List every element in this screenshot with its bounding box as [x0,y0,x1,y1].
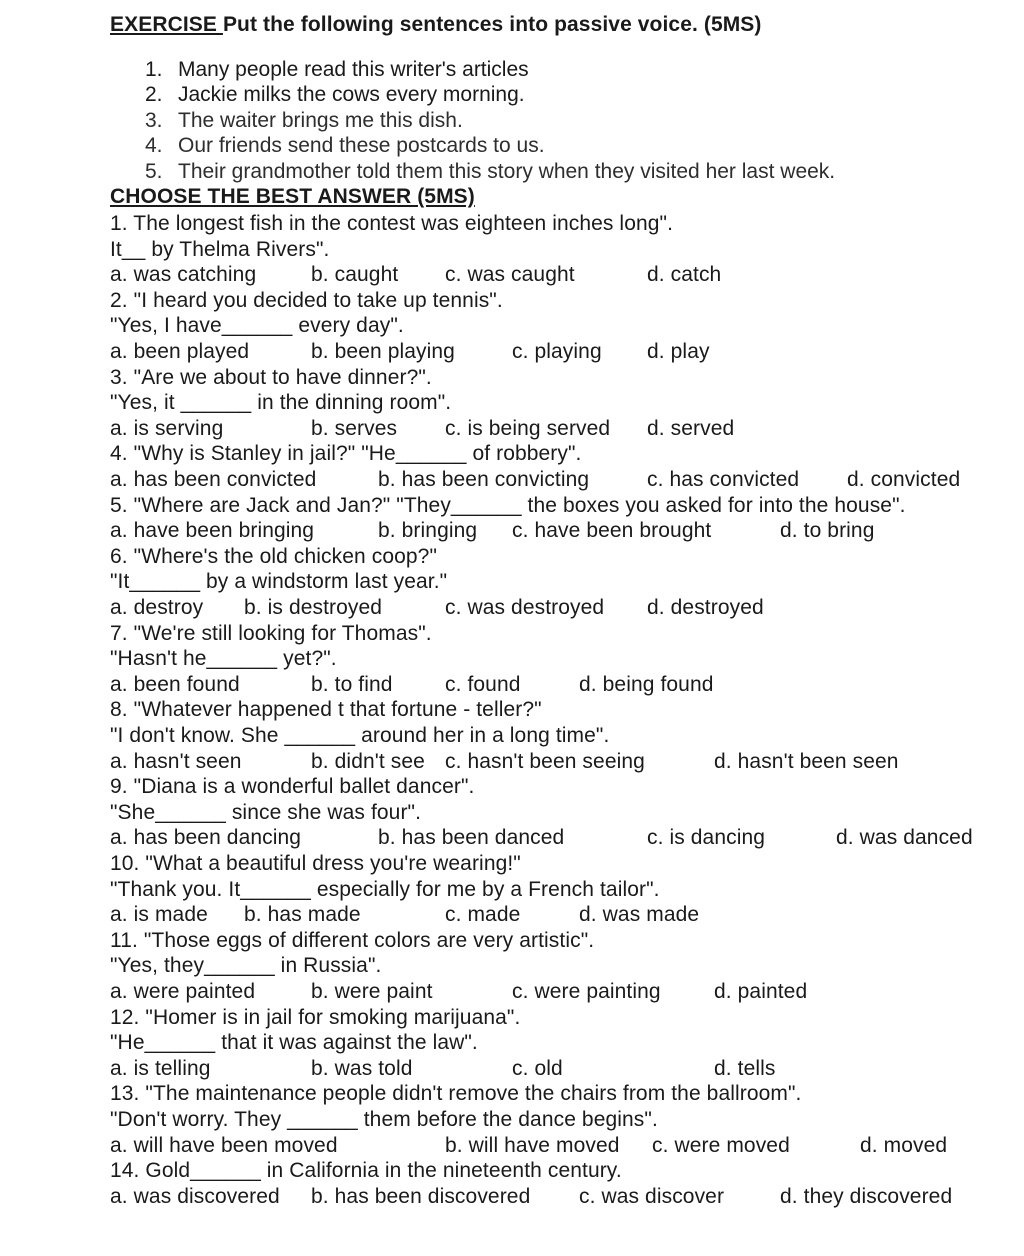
option-c[interactable]: c. is dancing [647,826,766,849]
option-c[interactable]: c. have been brought [512,519,712,542]
question-text: 11. "Those eggs of different colors are very artistic". [110,929,595,952]
option-b[interactable]: b. didn't see [311,750,425,773]
option-b[interactable]: b. serves [311,417,398,440]
option-c[interactable]: c. old [512,1057,563,1080]
option-b[interactable]: b. has been convicting [378,468,590,491]
option-b[interactable]: b. was told [311,1057,413,1080]
question-response: "Don't worry. They ______ them before the dance begins". [110,1108,658,1131]
question-text: 8. "Whatever happened t that fortune - teller?" [110,698,542,721]
option-d[interactable]: d. painted [714,980,808,1003]
option-b[interactable]: b. bringing [378,519,478,542]
option-d[interactable]: d. moved [860,1134,948,1157]
exercise-item [145,57,529,83]
exercise-item [145,108,463,134]
question-response: It__ by Thelma Rivers". [110,238,330,261]
option-d[interactable]: d. catch [647,263,722,286]
option-a[interactable]: a. been played [110,340,250,363]
question-response: "Thank you. It______ especially for me by a French tailor". [110,878,660,901]
question-text: 2. "I heard you decided to take up tennis". [110,289,503,312]
option-a[interactable]: a. was discovered [110,1185,280,1208]
option-c[interactable]: c. found [445,673,521,696]
exercise-item [145,133,545,159]
option-b[interactable]: b. is destroyed [244,596,383,619]
option-a[interactable]: a. been found [110,673,240,696]
exercise-heading [110,12,762,38]
exercise-item-text: Jackie milks the cows every morning. [178,83,525,106]
option-c[interactable]: c. has convicted [647,468,800,491]
exercise-item-number: 4. [145,134,163,157]
option-a[interactable]: a. have been bringing [110,519,315,542]
option-d[interactable]: d. convicted [847,468,961,491]
option-a[interactable]: a. destroy [110,596,204,619]
question-response: "He______ that it was against the law". [110,1031,478,1054]
option-d[interactable]: d. to bring [780,519,875,542]
question-response: "She______ since she was four". [110,801,422,824]
exercise-item-text: Many people read this writer's articles [178,58,529,81]
option-d[interactable]: d. hasn't been seen [714,750,899,773]
option-b[interactable]: b. to find [311,673,393,696]
exercise-item-number: 2. [145,83,163,106]
option-c[interactable]: c. hasn't been seeing [445,750,645,773]
option-a[interactable]: a. is telling [110,1057,211,1080]
option-d[interactable]: d. was danced [836,826,973,849]
option-b[interactable]: b. has been discovered [311,1185,531,1208]
option-a[interactable]: a. has been dancing [110,826,302,849]
option-c[interactable]: c. is being served [445,417,611,440]
question-response: "I don't know. She ______ around her in a long time". [110,724,610,747]
option-b[interactable]: b. has made [244,903,361,926]
exercise-label: EXERCISE [110,13,217,36]
option-d[interactable]: d. being found [579,673,714,696]
option-a[interactable]: a. is serving [110,417,224,440]
option-a[interactable]: a. will have been moved [110,1134,338,1157]
option-d[interactable]: d. tells [714,1057,776,1080]
option-a[interactable]: a. were painted [110,980,256,1003]
question-response: "Yes, it ______ in the dinning room". [110,391,452,414]
exercise-item-text: Our friends send these postcards to us. [178,134,545,157]
question-text: 14. Gold______ in California in the nineteenth century. [110,1159,622,1182]
option-a[interactable]: a. is made [110,903,208,926]
question-text: 4. "Why is Stanley in jail?" "He______ of robbery". [110,442,582,465]
option-c[interactable]: c. were moved [652,1134,790,1157]
option-d[interactable]: d. they discovered [780,1185,953,1208]
question-text: 5. "Where are Jack and Jan?" "They______ the boxes you asked for into the house". [110,494,906,517]
option-d[interactable]: d. served [647,417,735,440]
option-b[interactable]: b. will have moved [445,1134,620,1157]
exercise-item [145,159,835,185]
option-c[interactable]: c. was destroyed [445,596,605,619]
exercise-item-number: 5. [145,160,163,183]
exercise-item-text: The waiter brings me this dish. [178,109,463,132]
exercise-item-number: 3. [145,109,163,132]
exercise-instruction: Put the following sentences into passive voice. (5MS) [222,13,762,36]
question-text: 12. "Homer is in jail for smoking marijuana". [110,1006,521,1029]
exercise-item-number: 1. [145,58,163,81]
question-text: 3. "Are we about to have dinner?". [110,366,432,389]
question-text: 13. "The maintenance people didn't remove the chairs from the ballroom". [110,1082,802,1105]
option-b[interactable]: b. been playing [311,340,455,363]
option-d[interactable]: d. was made [579,903,700,926]
choose-heading: CHOOSE THE BEST ANSWER (5MS) [110,185,475,208]
question-response: "Yes, they______ in Russia". [110,954,382,977]
option-c[interactable]: c. was discover [579,1185,725,1208]
option-a[interactable]: a. has been convicted [110,468,317,491]
option-a[interactable]: a. was catching [110,263,257,286]
exercise-item [145,82,525,108]
option-c[interactable]: c. was caught [445,263,575,286]
question-text: 1. The longest fish in the contest was eighteen inches long". [110,212,674,235]
exercise-item-text: Their grandmother told them this story when they visited her last week. [178,160,836,183]
option-b[interactable]: b. caught [311,263,399,286]
option-b[interactable]: b. has been danced [378,826,565,849]
option-c[interactable]: c. made [445,903,521,926]
option-d[interactable]: d. play [647,340,710,363]
question-response: "Hasn't he______ yet?". [110,647,337,670]
option-a[interactable]: a. hasn't seen [110,750,242,773]
option-c[interactable]: c. playing [512,340,602,363]
question-text: 6. "Where's the old chicken coop?" [110,545,437,568]
option-d[interactable]: d. destroyed [647,596,764,619]
question-text: 9. "Diana is a wonderful ballet dancer". [110,775,475,798]
question-response: "Yes, I have______ every day". [110,314,404,337]
option-b[interactable]: b. were paint [311,980,433,1003]
question-text: 7. "We're still looking for Thomas". [110,622,432,645]
question-text: 10. "What a beautiful dress you're wearing!" [110,852,521,875]
option-c[interactable]: c. were painting [512,980,661,1003]
question-response: "It______ by a windstorm last year." [110,570,448,593]
